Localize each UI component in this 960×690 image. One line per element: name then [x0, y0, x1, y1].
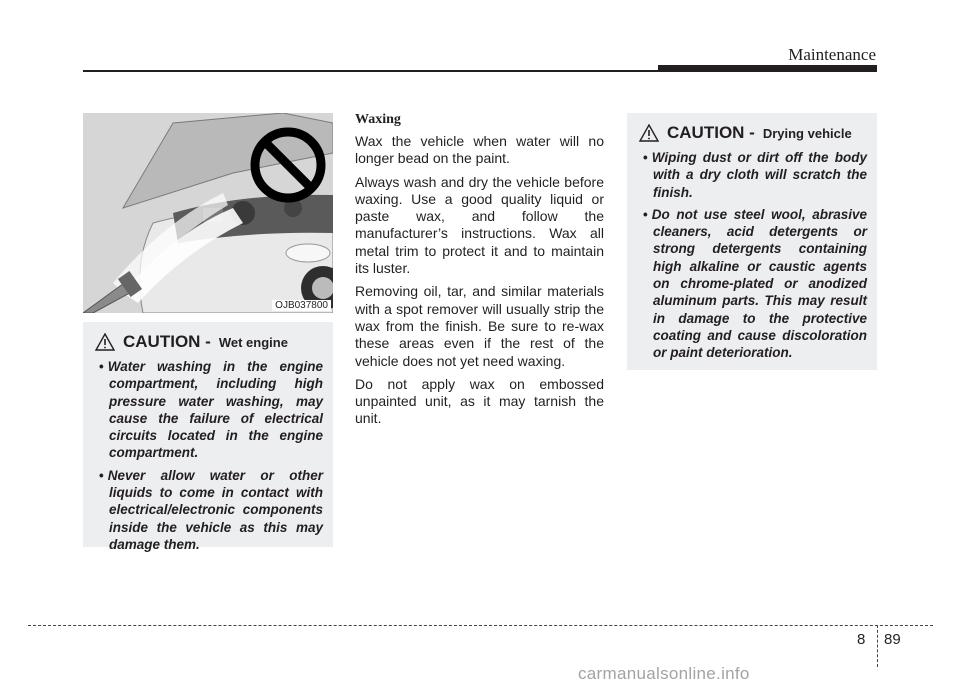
header-rule-thick [658, 65, 877, 72]
caution-header [95, 332, 323, 352]
caution-drying-vehicle [627, 113, 877, 370]
caution-list [639, 149, 867, 362]
caution-item: • Do not use steel wool, abrasive cleaners, acid detergents or strong detergents containing high alkaline or caustic agents on chrome-plated or anodized aluminum parts. This may result in damage to the protective coating and cause discoloration or paint deterioration. [639, 206, 867, 362]
waxing-heading: Waxing [355, 112, 401, 127]
page-number: 89 [884, 631, 901, 648]
caution-label: CAUTION - [667, 123, 755, 142]
footer-divider [877, 625, 878, 667]
caution-item: • Never allow water or other liquids to come in contact with electrical/electronic components inside the vehicle as this may damage them. [95, 467, 323, 553]
waxing-paragraph: Do not apply wax on embossed unpainted unit, as it may tarnish the unit. [355, 375, 604, 427]
caution-item: • Wiping dust or dirt off the body with a dry cloth will scratch the finish. [639, 149, 867, 201]
warning-triangle-icon [95, 333, 115, 351]
footer-rule [28, 625, 933, 626]
caution-header [639, 123, 867, 143]
engine-washing-illustration [83, 113, 333, 313]
caution-list [95, 358, 323, 553]
waxing-paragraph: Removing oil, tar, and similar materials with a spot remover will usually strip the wax from the finish. Be sure to re-wax these areas even if the rest of the vehicle does not yet need waxing. [355, 283, 604, 369]
engine-washing-photo [83, 113, 333, 313]
watermark: carmanualsonline.info [578, 664, 750, 683]
waxing-paragraph: Wax the vehicle when water will no longer bead on the paint. [355, 133, 604, 167]
warning-triangle-icon [639, 124, 659, 142]
caution-item: • Water washing in the engine compartment, including high pressure water washing, may cause the failure of electrical circuits located in the engine compartment. [95, 358, 323, 462]
waxing-paragraph: Always wash and dry the vehicle before waxing. Use a good quality liquid or paste wax, and follow the manufacturer’s instructions. Wax all metal trim to protect it and to maintain its luster. [355, 173, 604, 277]
chapter-number: 8 [857, 631, 866, 648]
section-title: Maintenance [788, 45, 876, 64]
waxing-section [355, 112, 604, 434]
header-rule-thin [83, 70, 663, 72]
figure-code: OJB037800 [272, 300, 331, 311]
caution-subject: Wet engine [218, 334, 288, 350]
caution-wet-engine [83, 322, 333, 552]
caution-label: CAUTION - [123, 332, 211, 351]
caution-subject: Drying vehicle [762, 125, 852, 141]
